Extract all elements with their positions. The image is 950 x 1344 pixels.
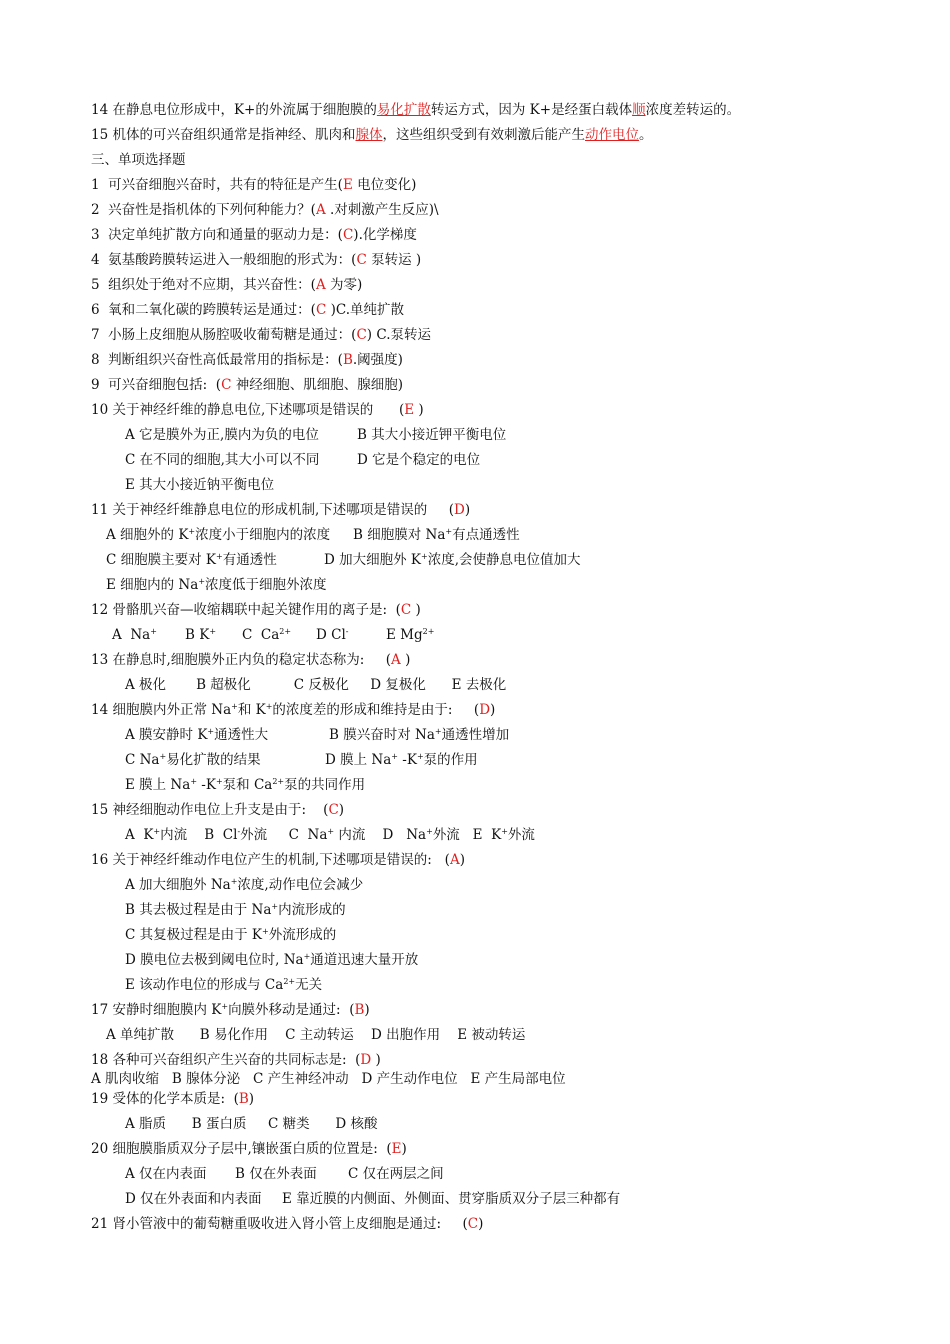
question-13: 13 在静息时,细胞膜外正内负的稳定状态称为: (A ) — [91, 652, 411, 668]
option-a: A 它是膜外为正,膜内为负的电位 — [125, 427, 319, 443]
option-c: C 仅在两层之间 — [348, 1166, 444, 1182]
question-10: 10 关于神经纤维的静息电位,下述哪项是错误的 (E ) — [91, 402, 424, 418]
question-20: 20 细胞膜脂质双分子层中,镶嵌蛋白质的位置是: (E) — [91, 1141, 407, 1157]
option-e: E 其大小接近钠平衡电位 — [125, 477, 275, 493]
question-21: 21 肾小管液中的葡萄糖重吸收进入肾小管上皮细胞是通过: (C) — [91, 1216, 484, 1232]
answer-letter: C — [221, 377, 232, 393]
question-19: 19 受体的化学本质是: (B) — [91, 1091, 255, 1107]
answer-letter: C — [356, 252, 367, 268]
answer-letter: B — [354, 1002, 365, 1018]
answer-letter: C — [356, 327, 367, 343]
option-d: D 膜电位去极到阈电位时, Na+通道迅速大量开放 — [125, 952, 419, 968]
section-title: 三、单项选择题 — [91, 152, 186, 168]
question-2: 2 兴奋性是指机体的下列何种能力？(A .对刺激产生反应)\ — [91, 202, 439, 218]
option-b: B 细胞膜对 Na+有点通透性 — [353, 527, 520, 543]
option-d: D 加大细胞外 K+浓度,会使静息电位值加大 — [324, 552, 581, 568]
option-c: C 细胞膜主要对 K+有通透性 — [106, 552, 277, 568]
fill-in-q15 — [91, 126, 652, 144]
question-5: 5 组织处于绝对不应期，其兴奋性：(A 为零) — [91, 277, 363, 293]
answer-letter: C — [400, 602, 412, 618]
option-a: A 仅在内表面 — [125, 1166, 207, 1182]
answer-letter: D — [360, 1052, 372, 1068]
option-b: B 其大小接近钾平衡电位 — [357, 427, 507, 443]
answer-letter: B — [342, 352, 353, 368]
answer-letter: A — [315, 202, 326, 218]
question-4: 4 氨基酸跨膜转运进入一般细胞的形式为：(C 泵转运 ) — [91, 252, 422, 268]
question-6: 6 氧和二氧化碳的跨膜转运是通过：(C )C.单纯扩散 — [91, 302, 404, 318]
options-row: A 脂质 B 蛋白质 C 糖类 D 核酸 — [125, 1116, 378, 1132]
question-16: 16 关于神经纤维动作电位产生的机制,下述哪项是错误的: (A) — [91, 852, 465, 868]
answer-text: 易化扩散 — [376, 102, 431, 118]
question-17: 17 安静时细胞膜内 K+向膜外移动是通过: (B) — [91, 1002, 370, 1018]
answer-letter: C — [328, 802, 339, 818]
answer-letter: D — [479, 702, 491, 718]
option-b: B 膜兴奋时对 Na+通透性增加 — [329, 727, 510, 743]
option-e: E $Mg^{2+}$ — [386, 627, 435, 643]
option-e: E 膜上 Na+ -K+泵和 $Ca^{2+}$泵的共同作用 — [125, 777, 366, 793]
option-c: C 在不同的细胞,其大小可以不同 — [125, 452, 320, 468]
option-a: A 膜安静时 K+通透性大 — [125, 727, 269, 743]
answer-text: 动作电位 — [584, 127, 639, 143]
answer-letter: C — [315, 302, 327, 318]
fill-in-q14 — [91, 101, 740, 119]
answer-letter: C — [342, 227, 354, 243]
answer-letter: C — [467, 1216, 479, 1232]
question-text: 14 在静息电位形成中，K+的外流属于细胞膜的 — [91, 102, 377, 118]
answer-letter: B — [238, 1091, 249, 1107]
option-b: B K+ — [185, 627, 217, 643]
option-d: D 仅在外表面和内表面 — [125, 1191, 262, 1207]
answer-letter: E — [342, 177, 353, 193]
options-row: A 单纯扩散 B 易化作用 C 主动转运 D 出胞作用 E 被动转运 — [106, 1027, 526, 1043]
answer-text: 腺体 — [355, 127, 383, 143]
answer-letter: A — [449, 852, 460, 868]
question-7: 7 小肠上皮细胞从肠腔吸收葡萄糖是通过：(C) C.泵转运 — [91, 327, 431, 343]
question-15: 15 神经细胞动作电位上升支是由于: (C) — [91, 802, 345, 818]
question-text: 15 机体的可兴奋组织通常是指神经、肌肉和 — [91, 127, 356, 143]
question-text: 浓度差转运的。 — [645, 102, 741, 118]
option-b: B 其去极过程是由于 Na+内流形成的 — [125, 902, 346, 918]
option-d: D Cl- — [316, 627, 349, 643]
question-text: 转运方式，因为 K+是经蛋白载体 — [430, 102, 633, 118]
options-row: A 肌肉收缩 B 腺体分泌 C 产生神经冲动 D 产生动作电位 E 产生局部电位 — [91, 1071, 566, 1087]
option-c: C Na+易化扩散的结果 — [125, 752, 261, 768]
option-b: B 仅在外表面 — [235, 1166, 317, 1182]
question-3: 3 决定单纯扩散方向和通量的驱动力是：(C).化学梯度 — [91, 227, 417, 243]
answer-text: 顺 — [632, 102, 646, 118]
question-9: 9 可兴奋细胞包括: (C 神经细胞、肌细胞、腺细胞) — [91, 377, 403, 393]
option-d: D 它是个稳定的电位 — [357, 452, 481, 468]
answer-letter: A — [315, 277, 326, 293]
answer-letter: D — [453, 502, 465, 518]
answer-letter: E — [404, 402, 415, 418]
option-e: E 细胞内的 Na+浓度低于细胞外浓度 — [106, 577, 327, 593]
options-row: A 极化 B 超极化 C 反极化 D 复极化 E 去极化 — [125, 677, 507, 693]
question-1: 1 可兴奋细胞兴奋时，共有的特征是产生(E 电位变化) — [91, 177, 417, 193]
option-e: E 靠近膜的内侧面、外侧面、贯穿脂质双分子层三种都有 — [282, 1191, 621, 1207]
answer-letter: A — [391, 652, 401, 668]
option-c: C 其复极过程是由于 K+外流形成的 — [125, 927, 337, 943]
option-a: A 细胞外的 K+浓度小于细胞内的浓度 — [106, 527, 331, 543]
option-a: A Na+ — [112, 627, 157, 643]
option-d: D 膜上 Na+ -K+泵的作用 — [325, 752, 478, 768]
question-text: 。 — [638, 127, 653, 143]
question-8: 8 判断组织兴奋性高低最常用的指标是：(B.阈强度) — [91, 352, 403, 368]
question-18: 18 各种可兴奋组织产生兴奋的共同标志是: (D ) — [91, 1052, 381, 1068]
question-11: 11 关于神经纤维静息电位的形成机制,下述哪项是错误的 (D) — [91, 502, 471, 518]
question-14: 14 细胞膜内外正常 Na+和 K+的浓度差的形成和维持是由于: (D) — [91, 702, 496, 718]
options-row: A K+内流 B Cl-外流 C Na+ 内流 D Na+外流 E K+外流 — [125, 827, 535, 843]
option-c: C $Ca^{2+}$ — [242, 627, 292, 643]
answer-letter: E — [391, 1141, 402, 1157]
question-12: 12 骨骼肌兴奋—收缩耦联中起关键作用的离子是: (C ) — [91, 602, 421, 618]
option-e: E 该动作电位的形成与 $Ca^{2+}$无关 — [125, 977, 323, 993]
question-text: ，这些组织受到有效刺激后能产生 — [382, 127, 585, 143]
option-a: A 加大细胞外 Na+浓度,动作电位会减少 — [125, 877, 364, 893]
